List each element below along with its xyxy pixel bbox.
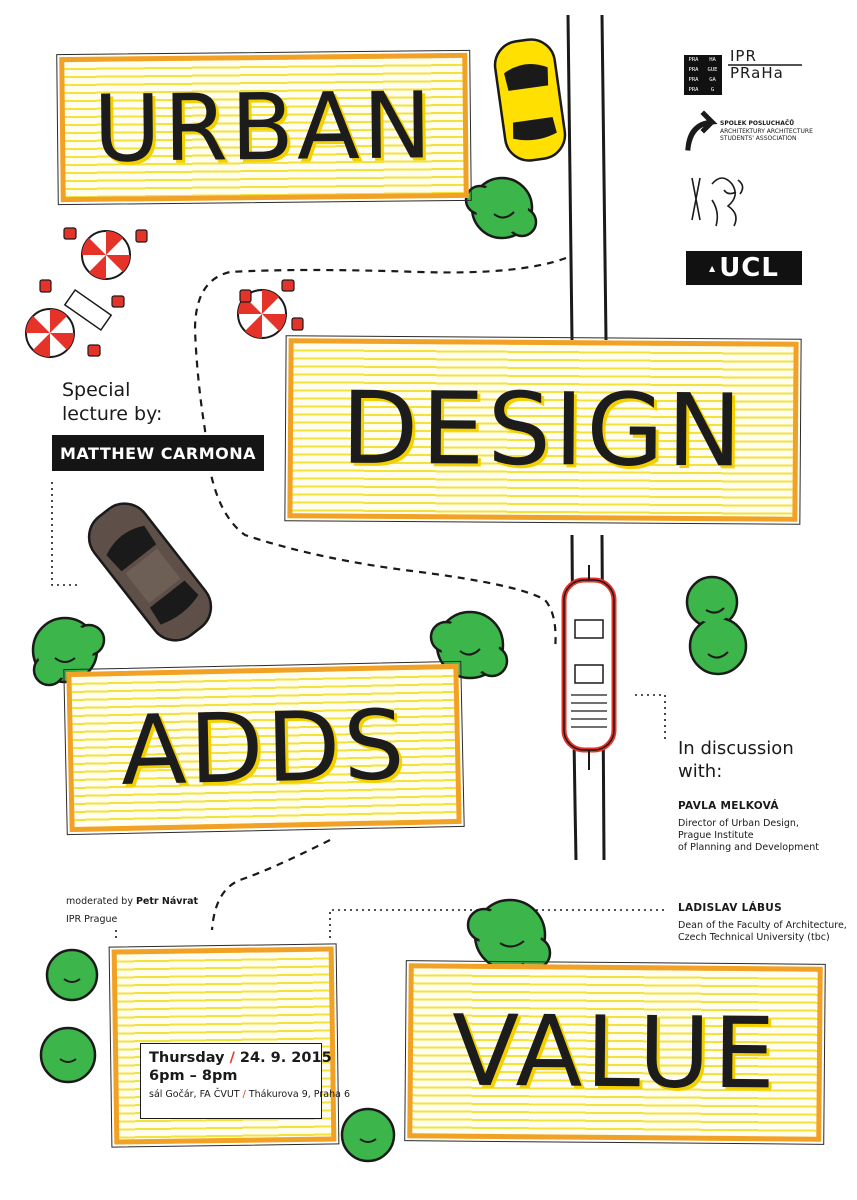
umbrella-icon <box>26 309 74 357</box>
ucl-logo: ▲ UCL <box>686 251 802 285</box>
ipr-logo-text: IPR PRaHa <box>730 47 784 82</box>
moderator-name: Petr Návrat <box>135 896 199 907</box>
discussion-label: In discussion with: <box>678 738 794 782</box>
event-date: Thursday / 24. 9. 2015 <box>149 1050 332 1066</box>
panelist-1-name: PAVLA MELKOVÁ <box>678 800 779 812</box>
event-time: 6pm – 8pm <box>149 1068 238 1084</box>
praha-grid-logo: PRA HA PRA GUE PRA GA PRA G <box>684 55 722 95</box>
title-word-design: DESIGN <box>340 369 746 490</box>
title-box-urban <box>59 53 468 202</box>
title-word-value: VALUE <box>451 994 779 1111</box>
dark-car-icon <box>79 493 222 651</box>
spolek-logo-text: SPOLEK POSLUCHAČŮ ARCHITEKTURY ARCHITECTURE STUDENTS' ASSOCIATION <box>720 120 813 142</box>
moderator-org: IPR Prague <box>66 914 118 925</box>
speaker-name: MATTHEW CARMONA <box>52 435 264 471</box>
yellow-car-icon <box>492 36 568 163</box>
spolek-arrow-logo <box>688 114 712 148</box>
panelist-2-name: LADISLAV LÁBUS <box>678 902 782 914</box>
event-details-box <box>140 1043 350 1119</box>
title-word-urban: URBAN <box>92 71 436 183</box>
panelist-1-role: Director of Urban Design, Prague Institute of Planning and Development <box>678 818 819 853</box>
title-box-design <box>287 338 798 522</box>
title-box-value <box>407 963 823 1142</box>
special-lecture-label: Special lecture by: <box>62 379 163 425</box>
tram-icon <box>564 565 614 770</box>
panelist-1 <box>678 800 848 854</box>
tree-icon <box>342 1109 394 1161</box>
lion-crest-logo <box>692 178 743 226</box>
title-word-adds: ADDS <box>119 689 409 807</box>
moderator-line: moderated by Petr Návrat <box>66 896 199 907</box>
tree-icon <box>466 178 536 238</box>
title-box-adds <box>66 664 461 832</box>
event-venue: sál Gočár, FA ČVUT / Thákurova 9, Praha 6 <box>149 1089 350 1100</box>
tree-icon <box>47 950 97 1000</box>
umbrella-icon <box>82 231 130 279</box>
ucl-portico-icon: ▲ <box>709 263 716 273</box>
tree-icon <box>687 577 746 674</box>
tree-icon <box>41 1028 95 1082</box>
panelist-2 <box>678 902 853 944</box>
panelist-2-role: Dean of the Faculty of Architecture, Czech Technical University (tbc) <box>678 920 847 943</box>
